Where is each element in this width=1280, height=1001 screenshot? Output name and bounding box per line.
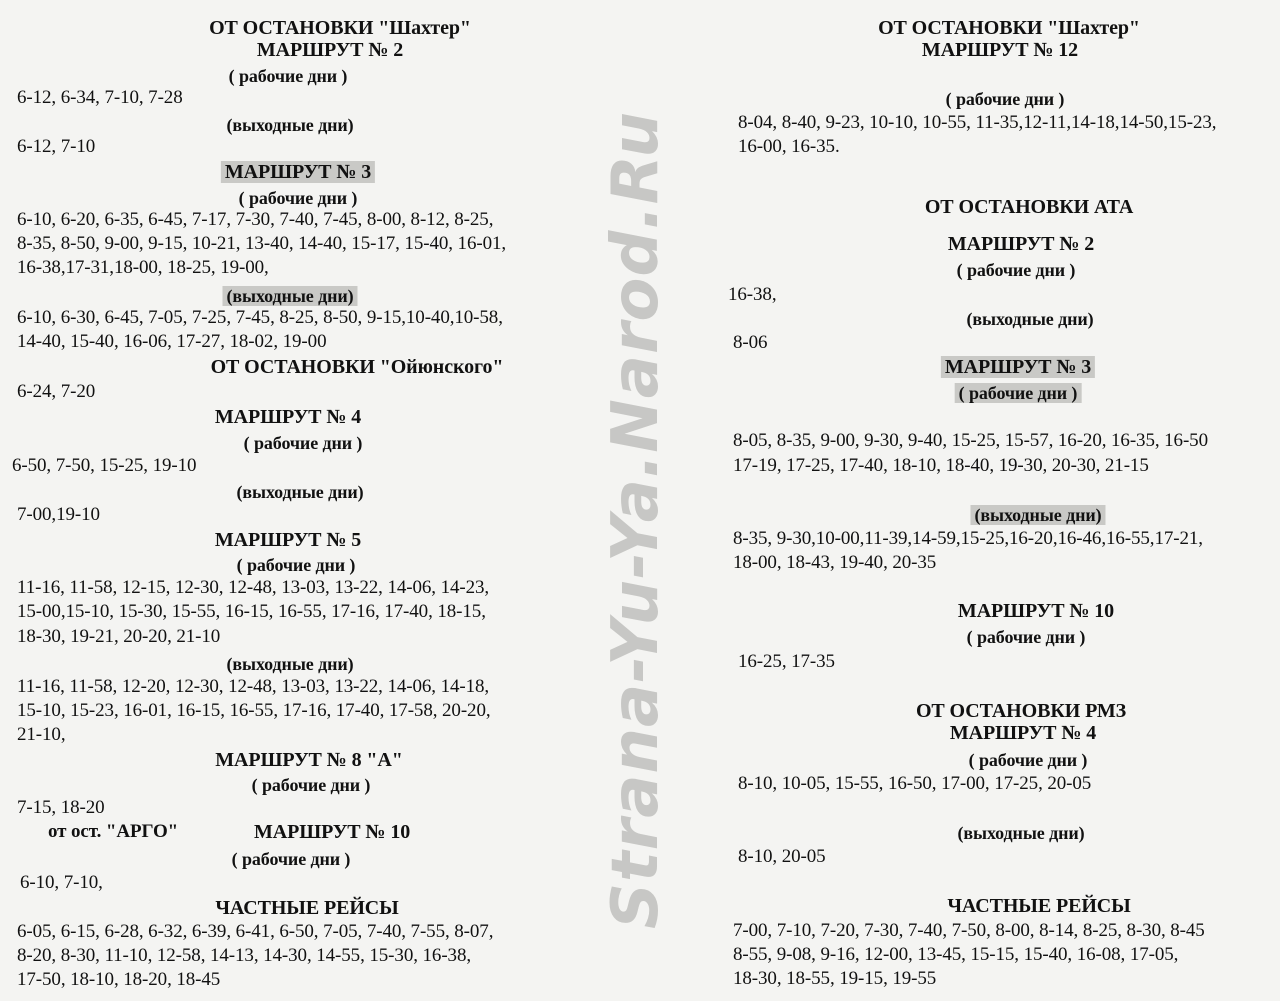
- weekdays-label: ( рабочие дни ): [236, 555, 356, 575]
- route-5-weekend-line: 21-10,: [17, 724, 66, 745]
- oiyun-times: 6-24, 7-20: [17, 381, 96, 402]
- weekends-label: (выходные дни): [222, 284, 357, 308]
- weekends-label: (выходные дни): [970, 503, 1105, 527]
- ata-route-3-weekday-line: 8-05, 8-35, 9-00, 9-30, 9-40, 15-25, 15-57, 16-20, 16-35, 16-50: [733, 430, 1208, 451]
- route-3-weekend-line: 14-40, 15-40, 16-06, 17-27, 18-02, 19-00: [17, 331, 327, 352]
- route-4-weekend-times: 7-00,19-10: [17, 504, 100, 525]
- route-3-title: МАРШРУТ № 3: [941, 355, 1095, 379]
- private-trips-title: ЧАСТНЫЕ РЕЙСЫ: [947, 895, 1131, 917]
- private-trips-line: 6-05, 6-15, 6-28, 6-32, 6-39, 6-41, 6-50, 7-05, 7-40, 7-55, 8-07,: [17, 921, 494, 942]
- ata-route-2-weekday-times: 16-38,: [728, 284, 777, 305]
- route-3-weekday-line: 16-38,17-31,18-00, 18-25, 19-00,: [17, 257, 269, 278]
- weekdays-label: ( рабочие дни ): [945, 89, 1065, 109]
- weekdays-label: ( рабочие дни ): [968, 750, 1088, 770]
- route-3-title: МАРШРУТ № 3: [221, 160, 375, 184]
- route-8a-weekday-times: 7-15, 18-20: [17, 797, 105, 818]
- weekdays-label: ( рабочие дни ): [955, 381, 1082, 405]
- route-5-weekend-line: 11-16, 11-58, 12-20, 12-30, 12-48, 13-03, 13-22, 14-06, 14-18,: [17, 676, 490, 697]
- weekends-label: (выходные дни): [966, 309, 1094, 329]
- weekends-label: (выходные дни): [226, 115, 354, 135]
- route-3-weekday-line: 6-10, 6-20, 6-35, 6-45, 7-17, 7-30, 7-40, 7-45, 8-00, 8-12, 8-25,: [17, 209, 494, 230]
- watermark-text: Strana-Yu-Ya.Narod.Ru: [599, 111, 673, 929]
- route-2-weekday-times: 6-12, 6-34, 7-10, 7-28: [17, 87, 183, 108]
- route-10-title: МАРШРУТ № 10: [254, 821, 411, 843]
- route-2-weekend-times: 6-12, 7-10: [17, 136, 96, 157]
- private-trips-line: 8-55, 9-08, 9-16, 12-00, 13-45, 15-15, 15-40, 16-08, 17-05,: [733, 944, 1179, 965]
- route-5-weekday-line: 18-30, 19-21, 20-20, 21-10: [17, 626, 221, 647]
- route-5-weekday-line: 15-00,15-10, 15-30, 15-55, 16-15, 16-55, 17-16, 17-40, 18-15,: [17, 601, 486, 622]
- route-4-title: МАРШРУТ № 4: [214, 406, 362, 428]
- stop-oiyun-title: ОТ ОСТАНОВКИ "Ойюнского": [210, 356, 504, 378]
- route-3-weekday-line: 8-35, 8-50, 9-00, 9-15, 10-21, 13-40, 14-40, 15-17, 15-40, 16-01,: [17, 233, 507, 254]
- route-5-title: МАРШРУТ № 5: [214, 529, 362, 551]
- ata-route-3-weekend-line: 8-35, 9-30,10-00,11-39,14-59,15-25,16-20,16-46,16-55,17-21,: [733, 528, 1203, 549]
- route-12-weekday-line: 8-04, 8-40, 9-23, 10-10, 10-55, 11-35,12-11,14-18,14-50,15-23,: [738, 112, 1217, 133]
- stop-rmz-title: ОТ ОСТАНОВКИ РМЗ: [915, 700, 1127, 722]
- weekdays-label: ( рабочие дни ): [231, 849, 351, 869]
- rmz-route-4-weekday-times: 8-10, 10-05, 15-55, 16-50, 17-00, 17-25, 20-05: [738, 773, 1092, 794]
- stop-shakhter-title: ОТ ОСТАНОВКИ "Шахтер": [209, 17, 471, 39]
- route-4-title: МАРШРУТ № 4: [949, 722, 1097, 744]
- weekdays-label: ( рабочие дни ): [251, 775, 371, 795]
- ata-route-3-weekend-line: 18-00, 18-43, 19-40, 20-35: [733, 552, 937, 573]
- route-3-weekend-line: 6-10, 6-30, 6-45, 7-05, 7-25, 7-45, 8-25, 8-50, 9-15,10-40,10-58,: [17, 307, 503, 328]
- private-trips-line: 8-20, 8-30, 11-10, 12-58, 14-13, 14-30, 14-55, 15-30, 16-38,: [17, 945, 471, 966]
- route-12-title: МАРШРУТ № 12: [921, 39, 1079, 61]
- stop-ata-title: ОТ ОСТАНОВКИ АТА: [924, 196, 1134, 218]
- ata-route-2-weekend-times: 8-06: [733, 332, 768, 353]
- route-10-weekday-times: 6-10, 7-10,: [20, 872, 103, 893]
- route-12-weekday-line: 16-00, 16-35.: [738, 136, 840, 157]
- weekends-label: (выходные дни): [226, 654, 354, 674]
- from-argo-label: от ост. "АРГО": [48, 821, 179, 842]
- route-8a-title: МАРШРУТ № 8 "А": [215, 749, 403, 771]
- private-trips-line: 17-50, 18-10, 18-20, 18-45: [17, 969, 221, 990]
- weekdays-label: ( рабочие дни ): [956, 260, 1076, 280]
- route-4-weekday-times: 6-50, 7-50, 15-25, 19-10: [12, 455, 197, 476]
- private-trips-line: 7-00, 7-10, 7-20, 7-30, 7-40, 7-50, 8-00, 8-14, 8-25, 8-30, 8-45: [733, 920, 1205, 941]
- ata-route-3-weekday-line: 17-19, 17-25, 17-40, 18-10, 18-40, 19-30, 20-30, 21-15: [733, 455, 1149, 476]
- ata-route-10-weekday-times: 16-25, 17-35: [738, 651, 835, 672]
- route-5-weekend-line: 15-10, 15-23, 16-01, 16-15, 16-55, 17-16, 17-40, 17-58, 20-20,: [17, 700, 491, 721]
- weekdays-label: ( рабочие дни ): [228, 66, 348, 86]
- route-10-title: МАРШРУТ № 10: [957, 600, 1115, 622]
- weekdays-label: ( рабочие дни ): [243, 433, 363, 453]
- weekdays-label: ( рабочие дни ): [238, 188, 358, 208]
- stop-shakhter-title: ОТ ОСТАНОВКИ "Шахтер": [878, 17, 1140, 39]
- weekends-label: (выходные дни): [957, 823, 1085, 843]
- weekends-label: (выходные дни): [236, 482, 364, 502]
- route-2-title: МАРШРУТ № 2: [947, 233, 1095, 255]
- rmz-route-4-weekend-times: 8-10, 20-05: [738, 846, 826, 867]
- weekdays-label: ( рабочие дни ): [966, 627, 1086, 647]
- route-5-weekday-line: 11-16, 11-58, 12-15, 12-30, 12-48, 13-03, 13-22, 14-06, 14-23,: [17, 577, 490, 598]
- private-trips-title: ЧАСТНЫЕ РЕЙСЫ: [215, 897, 399, 919]
- route-2-title: МАРШРУТ № 2: [256, 39, 404, 61]
- private-trips-line: 18-30, 18-55, 19-15, 19-55: [733, 968, 937, 989]
